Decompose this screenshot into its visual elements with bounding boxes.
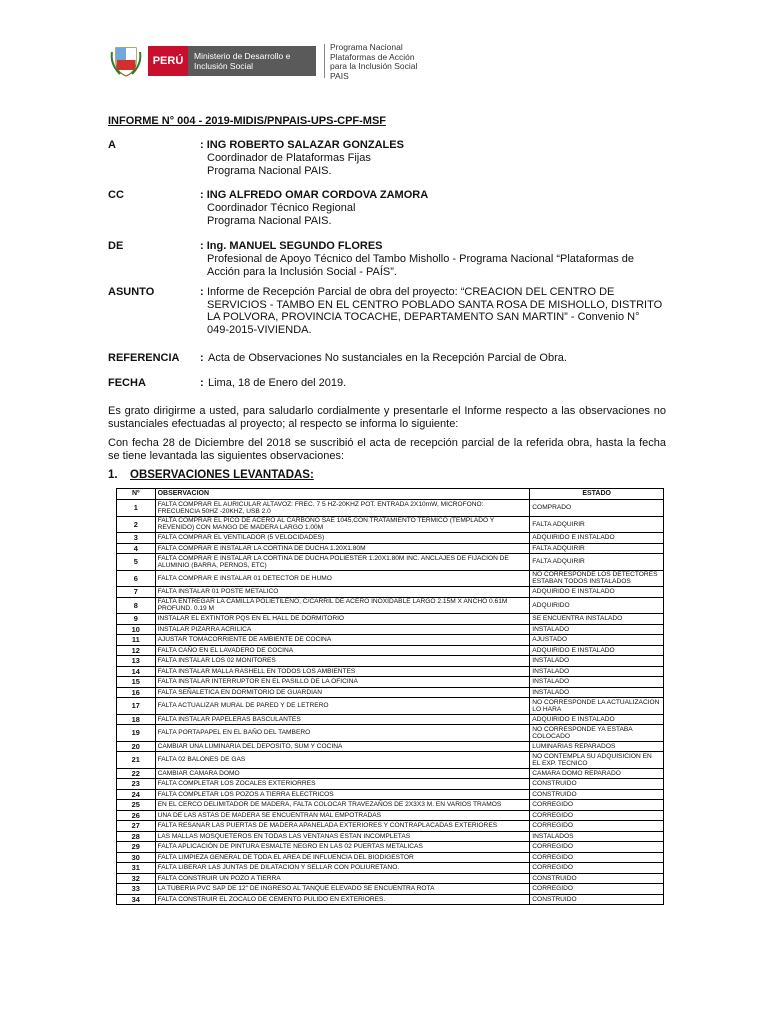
peru-label: PERÚ xyxy=(152,55,184,67)
section-heading xyxy=(108,469,314,481)
row-number: 7 xyxy=(117,587,156,598)
row-number: 13 xyxy=(117,656,156,667)
row-status: CONSTRUIDO xyxy=(530,789,664,800)
section-title: OBSERVACIONES LEVANTADAS: xyxy=(130,469,314,481)
row-observation: UNA DE LAS ASTAS DE MADERA SE ENCUENTRAN MAL EMPOTRADAS xyxy=(155,810,530,821)
program-line-1: Programa Nacional xyxy=(330,42,403,52)
date-row xyxy=(108,377,668,391)
from-details xyxy=(207,253,665,278)
subject-line-3: LA POLVORA, PROVINCIA TOCACHE, DEPARTAMENTO SAN MARTIN” - Convenio N° xyxy=(207,311,640,323)
table-row xyxy=(117,570,664,587)
reference-text: Acta de Observaciones No sustanciales en la Recepción Parcial de Obra. xyxy=(208,352,567,364)
row-number: 16 xyxy=(117,687,156,698)
coat-of-arms-icon xyxy=(110,42,142,78)
row-status: CORREGIDO xyxy=(530,842,664,853)
row-number: 28 xyxy=(117,831,156,842)
table-row xyxy=(117,624,664,635)
row-status: CORREGIDO xyxy=(530,884,664,895)
row-number: 32 xyxy=(117,873,156,884)
intro-paragraph: Es grato dirigirme a usted, para saludarlo cordialmente y presentarle el Informe respecto a las observaciones no sustanciales efectuadas al proyecto; al respecto se informa lo siguiente: xyxy=(108,405,666,430)
table-row xyxy=(117,635,664,646)
from-prefix: : Ing. xyxy=(200,240,230,252)
table-row xyxy=(117,645,664,656)
table-row xyxy=(117,831,664,842)
cc-label: CC xyxy=(108,189,124,201)
cc-line-1: Coordinador Técnico Regional xyxy=(207,202,356,214)
row-number: 33 xyxy=(117,884,156,895)
row-observation: CAMBIAR UNA LUMINARIA DEL DEPOSITO, SUM Y COCINA xyxy=(155,741,530,752)
table-row xyxy=(117,516,664,533)
subject-label: ASUNTO xyxy=(108,286,155,298)
date-text: Lima, 18 de Enero del 2019. xyxy=(208,377,347,389)
row-observation: FALTA COMPRAR EL PICO DE ACERO AL CARBONO SAE 1045,CON TRATAMIENTO TERMICO (TEMPLADO Y REVENIDO) CON MANGO DE MADERA LARGO 1.00M xyxy=(155,516,530,533)
cc-line-2: Programa Nacional PAIS. xyxy=(207,214,332,227)
row-number: 21 xyxy=(117,752,156,769)
row-observation: AJUSTAR TOMACORRIENTE DE AMBIENTE DE COCINA xyxy=(155,635,530,646)
row-number: 30 xyxy=(117,852,156,863)
table-header-row xyxy=(117,489,664,500)
table-row xyxy=(117,852,664,863)
row-observation: LA TUBERIA PVC SAP DE 12" DE INGRESO AL TANQUE ELEVADO SE ENCUENTRA ROTA xyxy=(155,884,530,895)
peru-logo-box xyxy=(148,46,188,76)
row-status: CORREGIDO xyxy=(530,810,664,821)
subject-line-1: Informe de Recepción Parcial de obra del proyecto: “CREACION DEL CENTRO DE xyxy=(207,286,615,298)
row-number: 9 xyxy=(117,614,156,625)
cc-name: : ING ALFREDO OMAR CORDOVA ZAMORA xyxy=(200,189,429,201)
row-observation: FALTA COMPLETAR LOS ZOCALES EXTERIORRES xyxy=(155,779,530,790)
row-number: 12 xyxy=(117,645,156,656)
program-line-2: Plataformas de Acción xyxy=(330,51,415,62)
row-observation: FALTA COMPRAR EL VENTILADOR (5 VELOCIDADES) xyxy=(155,533,530,544)
table-row xyxy=(117,554,664,571)
row-status: INSTALADO xyxy=(530,687,664,698)
table-row xyxy=(117,810,664,821)
header-status: ESTADO xyxy=(530,489,664,500)
row-number: 6 xyxy=(117,570,156,587)
to-line-1: Coordinador de Plataformas Fijas xyxy=(207,152,371,164)
row-status: NO CONTEMPLA SU ADQUISICION EN EL EXP. TECNICO xyxy=(530,752,664,769)
cc-row xyxy=(108,189,668,203)
table-row xyxy=(117,779,664,790)
row-observation: FALTA RESANAR LAS PUERTAS DE MADERA APANELADA EXTERIORES Y CONTRAPLACADAS EXTERIORES xyxy=(155,821,530,832)
from-row xyxy=(108,240,668,254)
row-status: FALTA ADQUIRIR xyxy=(530,554,664,571)
row-observation: FALTA COMPRAR E INSTALAR LA CORTINA DE DUCHA 1.20X1.80M xyxy=(155,543,530,554)
table-row xyxy=(117,500,664,517)
row-observation: FALTA PORTAPAPEL EN EL BAÑO DEL TAMBERO xyxy=(155,725,530,742)
row-status: SE ENCUENTRA INSTALADO xyxy=(530,614,664,625)
row-observation: FALTA CONSTRUIR EL ZOCALO DE CEMENTO PULIDO EN EXTERIORES. xyxy=(155,894,530,905)
row-status: ADQUIRIDO xyxy=(530,597,664,614)
row-status: ADQUIRIDO E INSTALADO xyxy=(530,587,664,598)
row-number: 29 xyxy=(117,842,156,853)
row-observation: FALTA COMPRAR EL AURICULAR ALTAVOZ: FREC. 7 5 HZ-20KHZ POT. ENTRADA 2X10mW, MICROFONO: FRECUENCIA 50HZ -20KHZ, USB 2.0 xyxy=(155,500,530,517)
table-row xyxy=(117,656,664,667)
row-number: 3 xyxy=(117,533,156,544)
table-row xyxy=(117,894,664,905)
row-observation: FALTA INSTALAR MALLA RASHELL EN TODOS LOS AMBIENTES xyxy=(155,666,530,677)
context-paragraph: Con fecha 28 de Diciembre del 2018 se suscribió el acta de recepción parcial de la referida obra, hasta la fecha se tiene levantada las siguientes observaciones: xyxy=(108,437,666,462)
table-row xyxy=(117,884,664,895)
table-row xyxy=(117,666,664,677)
ministry-name: Ministerio de Desarrollo e Inclusión Social xyxy=(188,46,316,76)
row-observation: INSTALAR EL EXTINTOR PQS EN EL HALL DE DORMITORIO xyxy=(155,614,530,625)
table-row xyxy=(117,698,664,715)
report-title: INFORME N° 004 - 2019-MIDIS/PNPAIS-UPS-CPF-MSF xyxy=(108,115,387,127)
row-number: 31 xyxy=(117,863,156,874)
row-observation: FALTA COMPRAR E INSTALAR 01 DETECTOR DE HUMO xyxy=(155,570,530,587)
to-name: : ING ROBERTO SALAZAR GONZALES xyxy=(200,139,404,151)
row-status: CONSTRUIDO xyxy=(530,779,664,790)
to-row xyxy=(108,139,668,153)
from-label: DE xyxy=(108,240,124,252)
to-line-2: Programa Nacional PAIS. xyxy=(207,164,332,177)
row-number: 14 xyxy=(117,666,156,677)
row-observation: FALTA INSTALAR LOS 02 MONITORES xyxy=(155,656,530,667)
from-name: MANUEL SEGUNDO FLORES xyxy=(229,240,383,252)
row-number: 34 xyxy=(117,894,156,905)
row-number: 26 xyxy=(117,810,156,821)
header-observation: OBSERVACION xyxy=(155,489,530,500)
to-details xyxy=(207,152,371,177)
row-number: 24 xyxy=(117,789,156,800)
row-observation: CAMBIAR CAMARA DOMO xyxy=(155,768,530,779)
row-status: FALTA ADQUIRIR xyxy=(530,516,664,533)
row-status: AJUSTADO xyxy=(530,635,664,646)
table-row xyxy=(117,873,664,884)
row-observation: FALTA ENTREGAR LA CAMILLA POLIETILENO, C/CARRIL DE ACERO INOXIDABLE LARGO 2.15M X ANCHO 0.61M PROFUND. 0.19 M xyxy=(155,597,530,614)
table-row xyxy=(117,614,664,625)
row-status: ADQUIRIDO E INSTALADO xyxy=(530,714,664,725)
row-observation: INSTALAR PIZARRA ACRILICA xyxy=(155,624,530,635)
program-line-4: PAIS xyxy=(330,70,349,81)
row-status: INSTALADO xyxy=(530,666,664,677)
table-row xyxy=(117,714,664,725)
row-status: NO CORRESPONDE LA ACTUALIZACION LO HARA xyxy=(530,698,664,715)
row-status: NO CORRESPONDE LOS DETECTORES ESTABAN TODOS INSTALADOS xyxy=(530,570,664,587)
to-label: A xyxy=(108,139,116,151)
row-observation: LAS MALLAS MOSQUETEROS EN TODAS LAS VENTANAS ESTAN INCOMPLETAS xyxy=(155,831,530,842)
row-number: 5 xyxy=(117,554,156,571)
reference-row xyxy=(108,352,668,366)
row-number: 23 xyxy=(117,779,156,790)
row-status: INSTALADOS xyxy=(530,831,664,842)
cc-details xyxy=(207,202,355,227)
row-observation: FALTA LIBERAR LAS JUNTAS DE DILATACION Y SELLAR CON POLIURETANO. xyxy=(155,863,530,874)
row-number: 8 xyxy=(117,597,156,614)
row-status: CONSTRUIDO xyxy=(530,873,664,884)
row-number: 2 xyxy=(117,516,156,533)
table-row xyxy=(117,543,664,554)
table-row xyxy=(117,821,664,832)
table-row xyxy=(117,677,664,688)
program-name xyxy=(330,43,460,81)
program-line-3: para la Inclusión Social xyxy=(330,61,418,71)
subject-text xyxy=(207,286,665,336)
row-observation: FALTA INSTALAR PAPELERAS BASCULANTES xyxy=(155,714,530,725)
row-status: ADQUIRIDO E INSTALADO xyxy=(530,533,664,544)
row-observation: FALTA INSTALAR INTERRUPTOR EN EL PASILLO DE LA OFICINA xyxy=(155,677,530,688)
row-number: 22 xyxy=(117,768,156,779)
row-observation: FALTA LIMPIEZA GENERAL DE TODA EL AREA DE INFLUENCIA DEL BIODIGESTOR xyxy=(155,852,530,863)
row-status: CORREGIDO xyxy=(530,863,664,874)
row-status: INSTALADO xyxy=(530,656,664,667)
from-line-2: Acción para la Inclusión Social - PAÍS”. xyxy=(207,265,397,278)
row-status: LUMINARIAS REPARADOS xyxy=(530,741,664,752)
row-number: 1 xyxy=(117,500,156,517)
table-row xyxy=(117,741,664,752)
table-row xyxy=(117,725,664,742)
row-observation: FALTA 02 BALONES DE GAS xyxy=(155,752,530,769)
row-number: 18 xyxy=(117,714,156,725)
logo-divider xyxy=(324,44,325,78)
letterhead xyxy=(108,40,448,82)
table-row xyxy=(117,800,664,811)
subject-line-2: SERVICIOS - TAMBO EN EL CENTRO POBLADO SANTA ROSA DE MISHOLLO, DISTRITO xyxy=(207,298,663,311)
row-status: CAMARA DOMO REPARADO xyxy=(530,768,664,779)
row-status: NO CORRESPONDE YA ESTABA COLOCADO xyxy=(530,725,664,742)
row-observation: FALTA COMPRAR E INSTALAR LA CORTINA DE DUCHA POLIESTER 1.20X1.80M INC. ANCLAJES DE FIJACION DE ALUMINIO (BARRA, PERNOS, ETC) xyxy=(155,554,530,571)
reference-colon: : xyxy=(200,352,204,364)
row-status: CORREGIDO xyxy=(530,821,664,832)
row-status: CORREGIDO xyxy=(530,800,664,811)
section-number: 1. xyxy=(108,469,118,481)
row-observation: FALTA APLICACIÓN DE PINTURA ESMALTE NEGRO EN LAS 02 PUERTAS METALICAS xyxy=(155,842,530,853)
date-label: FECHA xyxy=(108,377,146,389)
row-observation: FALTA ACTUALIZAR MURAL DE PARED Y DE LETRERO xyxy=(155,698,530,715)
row-number: 17 xyxy=(117,698,156,715)
row-number: 20 xyxy=(117,741,156,752)
header-number: Nº xyxy=(117,489,156,500)
observations-table xyxy=(116,488,664,905)
table-row xyxy=(117,687,664,698)
row-observation: FALTA SEÑALETICA EN DORMITORIO DE GUARDIAN xyxy=(155,687,530,698)
row-status: INSTALADO xyxy=(530,677,664,688)
row-number: 27 xyxy=(117,821,156,832)
from-line-1: Profesional de Apoyo Técnico del Tambo Mishollo - Programa Nacional “Plataformas de xyxy=(207,253,634,265)
table-row xyxy=(117,863,664,874)
row-number: 15 xyxy=(117,677,156,688)
row-observation: FALTA CAÑO EN EL LAVADERO DE COCINA xyxy=(155,645,530,656)
table-row xyxy=(117,789,664,800)
row-number: 25 xyxy=(117,800,156,811)
subject-line-4: 049-2015-VIVIENDA. xyxy=(207,323,312,336)
table-row xyxy=(117,533,664,544)
subject-colon: : xyxy=(200,286,204,298)
row-observation: EN EL CERCO DELIMITADOR DE MADERA, FALTA COLOCAR TRAVEZAÑOS DE 2X3X3 M. EN VARIOS TRAMOS xyxy=(155,800,530,811)
row-status: CORREGIDO xyxy=(530,852,664,863)
table-row xyxy=(117,752,664,769)
row-status: FALTA ADQUIRIR xyxy=(530,543,664,554)
row-status: COMPRADO xyxy=(530,500,664,517)
row-observation: FALTA COMPLETAR LOS POZOS A TIERRA ELECTRICOS xyxy=(155,789,530,800)
table-row xyxy=(117,842,664,853)
table-row xyxy=(117,587,664,598)
reference-label: REFERENCIA xyxy=(108,352,180,364)
row-number: 10 xyxy=(117,624,156,635)
row-status: INSTALADO xyxy=(530,624,664,635)
row-status: ADQUIRIDO E INSTALADO xyxy=(530,645,664,656)
row-number: 4 xyxy=(117,543,156,554)
table-row xyxy=(117,768,664,779)
row-status: CONSTRUIDO xyxy=(530,894,664,905)
date-colon: : xyxy=(200,377,204,389)
table-row xyxy=(117,597,664,614)
row-number: 19 xyxy=(117,725,156,742)
row-number: 11 xyxy=(117,635,156,646)
row-observation: FALTA CONSTRUIR UN POZO A TIERRA xyxy=(155,873,530,884)
row-observation: FALTA INSTALAR 01 POSTE METALICO xyxy=(155,587,530,598)
